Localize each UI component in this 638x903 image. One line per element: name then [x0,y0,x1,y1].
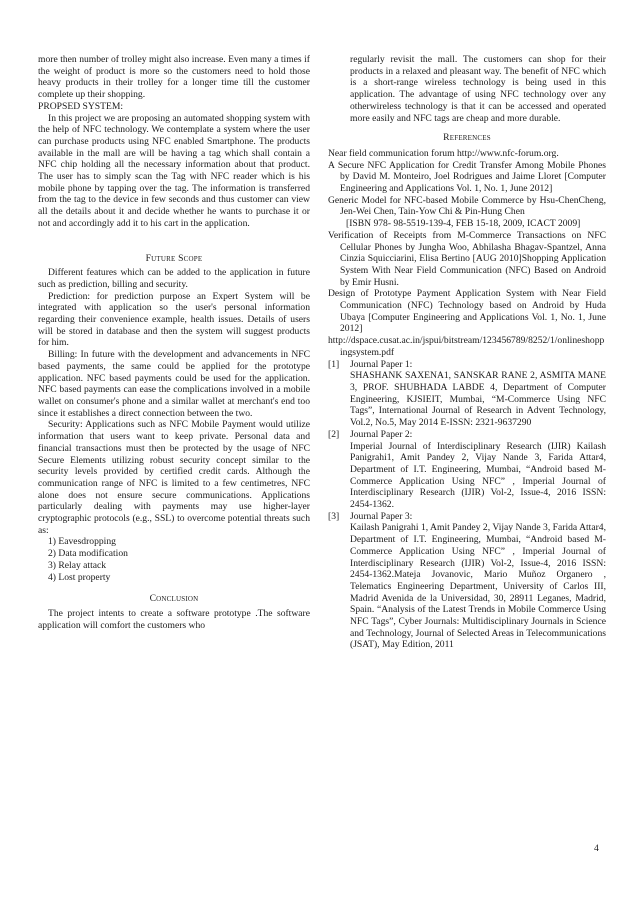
proposed-system-paragraph: In this project we are proposing an automated shopping system with the help of NFC technology. We contemplate a system where the user can purchase products using NFC enabled Smartphone. The products available in the mall are will be having a tag which shall contain a NFC chip holding all the necessary information about that product. The user has to simply scan the Tag with NFC reader which is his mobile phone by tapping over the tag. The information is transferred from the tag to the device in few seconds and thus customer can view all the details about it and decide whether he wants to purchase it or not and accordingly add it to his cart in the application. [38,112,310,229]
threat-item: 1) Eavesdropping [48,536,116,548]
journal-ref-number: [3] [328,510,340,522]
security-paragraph: Security: Applications such as NFC Mobile Payment would utilize information that users want to keep private. Personal data and financial transactions must then be protected by the usage of NFC Secure Elements utilizing robust security concept similar to the security levels provided by certified credit cards. Although the communication range of NFC is limited to a few centimetres, NFC alone does not ensure secure communications. Applications particularly dealing with payments may use higher-layer cryptographic protocols (e.g., SSL) to overcome potential threats such as: [38,419,310,536]
references-heading: References [443,132,491,144]
prediction-paragraph: Prediction: for prediction purpose an Expert System will be integrated with application so the user's personal information regarding their convenience example, health issues. Details of users will be stored in database and then the system will suggest products for him. [38,290,310,349]
reference-url: http://dspace.cusat.ac.in/jspui/bitstream/123456789/8252/1/onlineshoppingsystem.pdf [328,335,605,358]
threat-item: 3) Relay attack [48,559,107,571]
journal-ref-1 [328,359,606,371]
journal-ref-title: Journal Paper 1: [350,358,413,370]
billing-paragraph: Billing: In future with the development and advancements in NFC based payments, the same could be applied for the prototype application. NFC based payments could be used for the application. NFC based payments can ease the complications involved in a mobile wallet on consumer's phone and a similar wallet at merchant's end too since it establishes a direct connection between the two. [38,349,310,419]
journal-ref-number: [1] [328,358,340,370]
reference-item: A Secure NFC Application for Credit Transfer Among Mobile Phones by David M. Monteiro, Joel Rodrigues and Jaime Lloret [Computer Engineering and Applications Vol. 1, No. 1, June 2012] [328,159,606,195]
journal-ref-body: Kailash Panigrahi 1, Amit Pandey 2, Vijay Nande 3, Farida Attar4, Department of I.T. Engineering, Mumbai, “Android based M-Commerce Application Using NFC” , Imperial Journal of Interdisciplinary Research (IJIR) Vol-2, Issue-4, 2016 ISSN: 2454-1362.Mateja Jovanovic, Mario Muñoz Organero , Telematics Engineering Department, University of Carlos III, Madrid Avenida de la Universidad, 30, 28911 Leganes, Madrid, Spain. “Analysis of the Latest Trends in Mobile Commerce Using NFC Tags”, Cyber Journals: Multidisciplinary Journals in Science and Technology, Journal of Selected Areas in Telecommunications (JSAT), May Edition, 2011 [350,522,606,651]
journal-ref-3 [328,511,606,523]
proposed-system-label: PROPSED SYSTEM: [38,100,124,112]
reference-item: Verification of Receipts from M-Commerce Transactions on NFC Cellular Phones by Jungha Woo, Abhilasha Bhagav-Spantzel, Anna Cinzia Squicciarini, Elisa Bertino [AUG 2010]Shopping Application System With Near Field Communication (NFC) Based on Android by Emir Husni. [328,229,606,288]
future-scope-paragraph: Different features which can be added to the application in future such as prediction, billing and security. [38,267,310,290]
journal-ref-body: SHASHANK SAXENA1, SANSKAR RANE 2, ASMITA MANE 3, PROF. SHUBHADA LABDE 4, Department of Computer Engineering, KJSIEIT, Mumbai, “M-Commerce Using NFC Tags”, International Journal of Research in Advent Technology, Vol.2, No.5, May 2014 E-ISSN: 2321-9637290 [350,370,606,429]
reference-item: Near field communication forum http://www.nfc-forum.org. [328,147,559,159]
journal-ref-2 [328,429,606,441]
right-column [328,54,606,651]
intro-paragraph: more then number of trolley might also increase. Even many a times if the weight of product is more so the customers need to hold those heavy products in their trolley for a longer time till the customer complete up their shopping. [38,54,310,101]
reference-item: Generic Model for NFC-based Mobile Commerce by Hsu-ChenCheng, Jen-Wei Chen, Tain-Yow Chi & Pin-Hung Chen [328,194,606,218]
reference-item-continued: [ISBN 978- 98-5519-139-4, FEB 15-18, 2009, ICACT 2009] [346,218,581,230]
page-number: 4 [594,843,599,854]
conclusion-heading: Conclusion [149,593,199,605]
threat-item: 2) Data modification [48,548,128,560]
reference-item: Design of Prototype Payment Application System with Near Field Communication (NFC) Technology based on Android by Huda Ubaya [Computer Engineering and Applications Vol. 1, No. 1, June 2012] [328,288,606,335]
conclusion-continued-paragraph: regularly revisit the mall. The customers can shop for their products in a relaxed and pleasant way. The benefit of NFC which is a short-range wireless technology is being used in this application. The advantage of using NFC technology over any otherwireless technology is that it can be accessed and operated more easily and NFC tags are cheap and more durable. [350,54,606,124]
journal-ref-title: Journal Paper 3: [350,510,413,522]
threat-item: 4) Lost property [48,571,111,583]
journal-ref-body: Imperial Journal of Interdisciplinary Research (IJIR) Kailash Panigrahi1, Amit Pandey 2, Vijay Nande 3, Farida Attar4, Department of I.T. Engineering, Mumbai, “Android based M-Commerce Application Using NFC” , Imperial Journal of Interdisciplinary Research (IJIR) Vol-2, Issue-4, 2016 ISSN: 2454-1362. [350,440,606,511]
left-column [38,54,310,631]
future-scope-heading: Future Scope [145,252,203,264]
journal-ref-number: [2] [328,428,340,440]
journal-ref-title: Journal Paper 2: [350,428,413,440]
conclusion-paragraph: The project intents to create a software prototype .The software application will comfort the customers who [38,607,310,631]
